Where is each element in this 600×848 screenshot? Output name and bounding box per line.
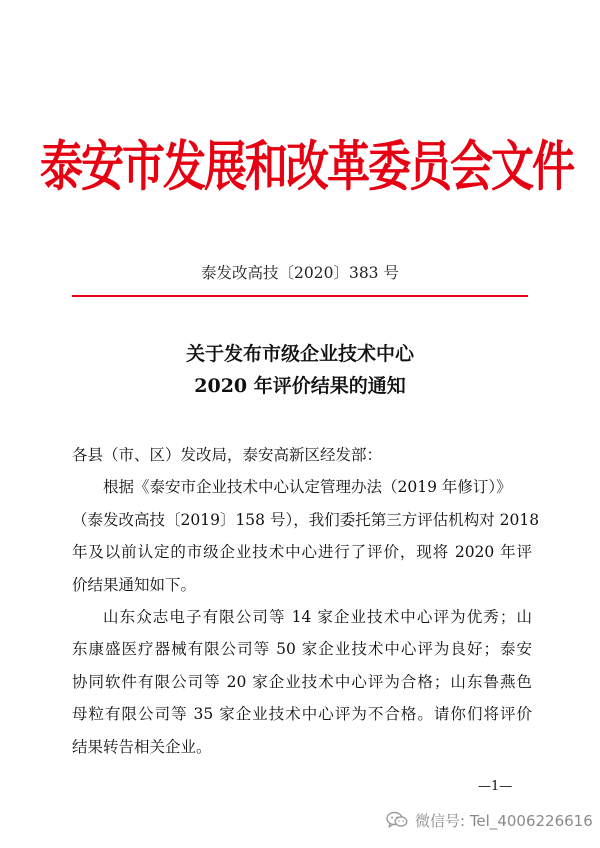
- wechat-icon: [386, 811, 408, 829]
- paragraph-2-line: 山东众志电子有限公司等 14 家企业技术中心评为优秀；山: [103, 607, 532, 626]
- notice-title-line: 2020 年评价结果的通知: [194, 375, 406, 397]
- paragraph-1-line: 根据《泰安市企业技术中心认定管理办法（2019 年修订）》: [103, 478, 512, 497]
- salutation: 各县（市、区）发改局，泰安高新区经发部：: [72, 446, 383, 464]
- issuer-title: 泰安市发展和改革委员会文件: [40, 136, 573, 199]
- paragraph-2-line: 母粒有限公司等 35 家企业技术中心评为不合格。请你们将评价: [72, 705, 532, 724]
- paragraph-1-line: 年及以前认定的市级企业技术中心进行了评价，现将 2020 年评: [72, 543, 532, 562]
- notice-title: [0, 338, 600, 402]
- notice-body: [72, 439, 540, 763]
- page-number: —1—: [478, 779, 513, 794]
- watermark-text: 微信号: Tel_4006226616: [415, 811, 593, 830]
- paragraph-2-line: 协同软件有限公司等 20 家企业技术中心评为合格；山东鲁燕色: [72, 672, 532, 691]
- notice-title-line: 关于发布市级企业技术中心: [185, 343, 414, 365]
- document-number: 泰发改高技〔2020〕383 号: [201, 264, 399, 282]
- paragraph-1-line: （泰发改高技〔2019〕158 号），我们委托第三方评估机构对 2018: [72, 510, 540, 529]
- paragraph-1-line: 价结果通知如下。: [72, 575, 197, 594]
- paragraph-2-line: 东康盛医疗器械有限公司等 50 家企业技术中心评为良好；泰安: [72, 640, 532, 659]
- red-divider: [72, 295, 528, 297]
- wechat-watermark: [386, 808, 593, 832]
- paragraph-2-line: 结果转告相关企业。: [72, 737, 212, 756]
